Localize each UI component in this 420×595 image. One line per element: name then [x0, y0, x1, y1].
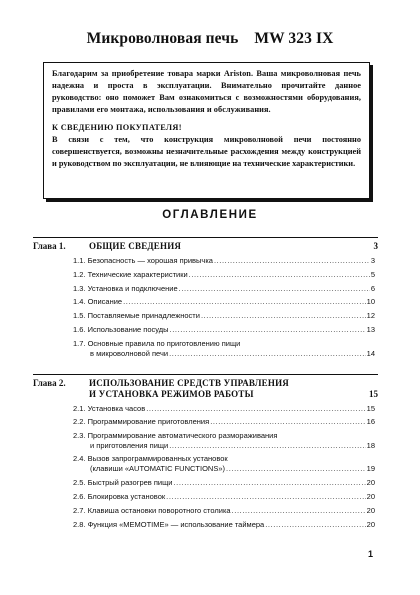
leader-dots: [170, 325, 366, 335]
toc-item[interactable]: [73, 478, 375, 488]
chapter-title: ОБЩИЕ СВЕДЕНИЯ: [89, 241, 182, 251]
chapter-page: 3: [373, 241, 378, 251]
leader-dots: [226, 464, 366, 474]
leader-dots: [173, 478, 365, 488]
chapter-page: 15: [369, 389, 378, 399]
toc-item-label: 1.6. Использование посуды: [73, 325, 169, 334]
leader-dots: [210, 417, 365, 427]
toc-item[interactable]: [73, 284, 375, 294]
toc-item-line-1: [73, 339, 375, 349]
leader-dots: [169, 441, 365, 451]
toc-item-page: 18: [366, 441, 375, 450]
leader-dots: [201, 311, 366, 321]
toc-item[interactable]: [73, 256, 375, 266]
toc-item-page: 3: [370, 256, 375, 265]
notice-box: [43, 62, 370, 199]
toc-item-label: 2.8. Функция «MEMOTIME» — использование таймера: [73, 520, 265, 529]
leader-dots: [189, 270, 370, 280]
toc-item-page: 20: [366, 478, 375, 487]
toc-item[interactable]: [73, 311, 375, 321]
toc-item[interactable]: [90, 349, 375, 359]
toc-item-page: 15: [366, 404, 375, 413]
toc-item-page: 5: [370, 270, 375, 279]
leader-dots: [169, 349, 366, 359]
leader-dots: [166, 492, 365, 502]
toc-item-page: 20: [366, 506, 375, 515]
toc-item-page: 6: [370, 284, 375, 293]
notice-body: В связи с тем, что конструкция микроволновой печи постоянно совершенствуется, возможны незначительные расхождения между конструкцией и руководством по эксплуатации, не влияющие на технические характеристики.: [52, 135, 361, 168]
leader-dots: [265, 520, 365, 530]
leader-dots: [146, 404, 365, 414]
toc-item-page: 19: [366, 464, 375, 473]
toc-item-label: 1.1. Безопасность — хорошая привычка: [73, 256, 213, 265]
toc-item-label: 2.5. Быстрый разогрев пищи: [73, 478, 173, 487]
toc-item[interactable]: [73, 270, 375, 280]
toc-item[interactable]: [73, 492, 375, 502]
toc-item-label: 1.5. Поставляемые принадлежности: [73, 311, 200, 320]
chapter-divider: [33, 237, 378, 238]
page-title: [0, 30, 420, 48]
toc-item-label: 2.7. Клавиша остановки поворотного столика: [73, 506, 231, 515]
toc-item-label-cont: (клавиши «AUTOMATIC FUNCTIONS»): [90, 464, 226, 473]
leader-dots: [179, 284, 370, 294]
toc-item[interactable]: [73, 506, 375, 516]
notice-heading: К СВЕДЕНИЮ ПОКУПАТЕЛЯ!: [52, 123, 182, 132]
toc-item-page: 13: [366, 325, 375, 334]
toc-item-label: 2.2. Программирование приготовления: [73, 417, 210, 426]
chapter-divider: [33, 374, 378, 375]
chapter-number: Глава 1.: [33, 241, 66, 251]
toc-item-label: 1.3. Установка и подключение: [73, 284, 178, 293]
toc-item-page: 12: [366, 311, 375, 320]
leader-dots: [232, 506, 366, 516]
chapter-title-cont: И УСТАНОВКА РЕЖИМОВ РАБОТЫ: [89, 389, 254, 399]
chapter-number: Глава 2.: [33, 378, 66, 388]
toc-item-label-cont: в микроволновой печи: [90, 349, 169, 358]
toc-item-label: 2.3. Программирование автоматического размораживания: [73, 431, 278, 440]
toc-item-label: 2.6. Блокировка установок: [73, 492, 166, 501]
notice-intro: Благодарим за приобретение товара марки Ariston. Ваша микроволновая печь надежна и проста в эксплуатации. Внимательно прочитайте данное руководство: оно поможет Вам ознакомиться с возможностями оборудования, правилами его монтажа, использования и обслуживания.: [52, 69, 361, 114]
toc-item-label: 2.1. Установка часов: [73, 404, 146, 413]
page-number: 1: [367, 549, 373, 559]
toc-item-page: 20: [366, 492, 375, 501]
toc-item-page: 10: [366, 297, 375, 306]
product-title: Микроволновая печь: [86, 30, 239, 47]
toc-item-page: 20: [366, 520, 375, 529]
toc-item[interactable]: [73, 404, 375, 414]
toc-item[interactable]: [73, 325, 375, 335]
toc-title: ОГЛАВЛЕНИЕ: [162, 209, 258, 221]
leader-dots: [214, 256, 370, 266]
leader-dots: [123, 297, 366, 307]
toc-item-label: 1.4. Описание: [73, 297, 123, 306]
toc-item-line-1: [73, 431, 375, 441]
chapter-title: ИСПОЛЬЗОВАНИЕ СРЕДСТВ УПРАВЛЕНИЯ: [89, 378, 289, 388]
toc-item[interactable]: [90, 464, 375, 474]
toc-item[interactable]: [73, 520, 375, 530]
toc-item-label: 2.4. Вызов запрограммированных установок: [73, 454, 228, 463]
toc-item-line-1: [73, 454, 375, 464]
toc-item-label: 1.7. Основные правила по приготовлению пищи: [73, 339, 241, 348]
toc-item[interactable]: [73, 297, 375, 307]
toc-item-page: 16: [366, 417, 375, 426]
model-number: MW 323 IX: [254, 30, 334, 47]
toc-item-label: 1.2. Технические характеристики: [73, 270, 188, 279]
toc-item-label-cont: и приготовления пищи: [90, 441, 169, 450]
toc-item[interactable]: [90, 441, 375, 451]
toc-item[interactable]: [73, 417, 375, 427]
toc-item-page: 14: [366, 349, 375, 358]
